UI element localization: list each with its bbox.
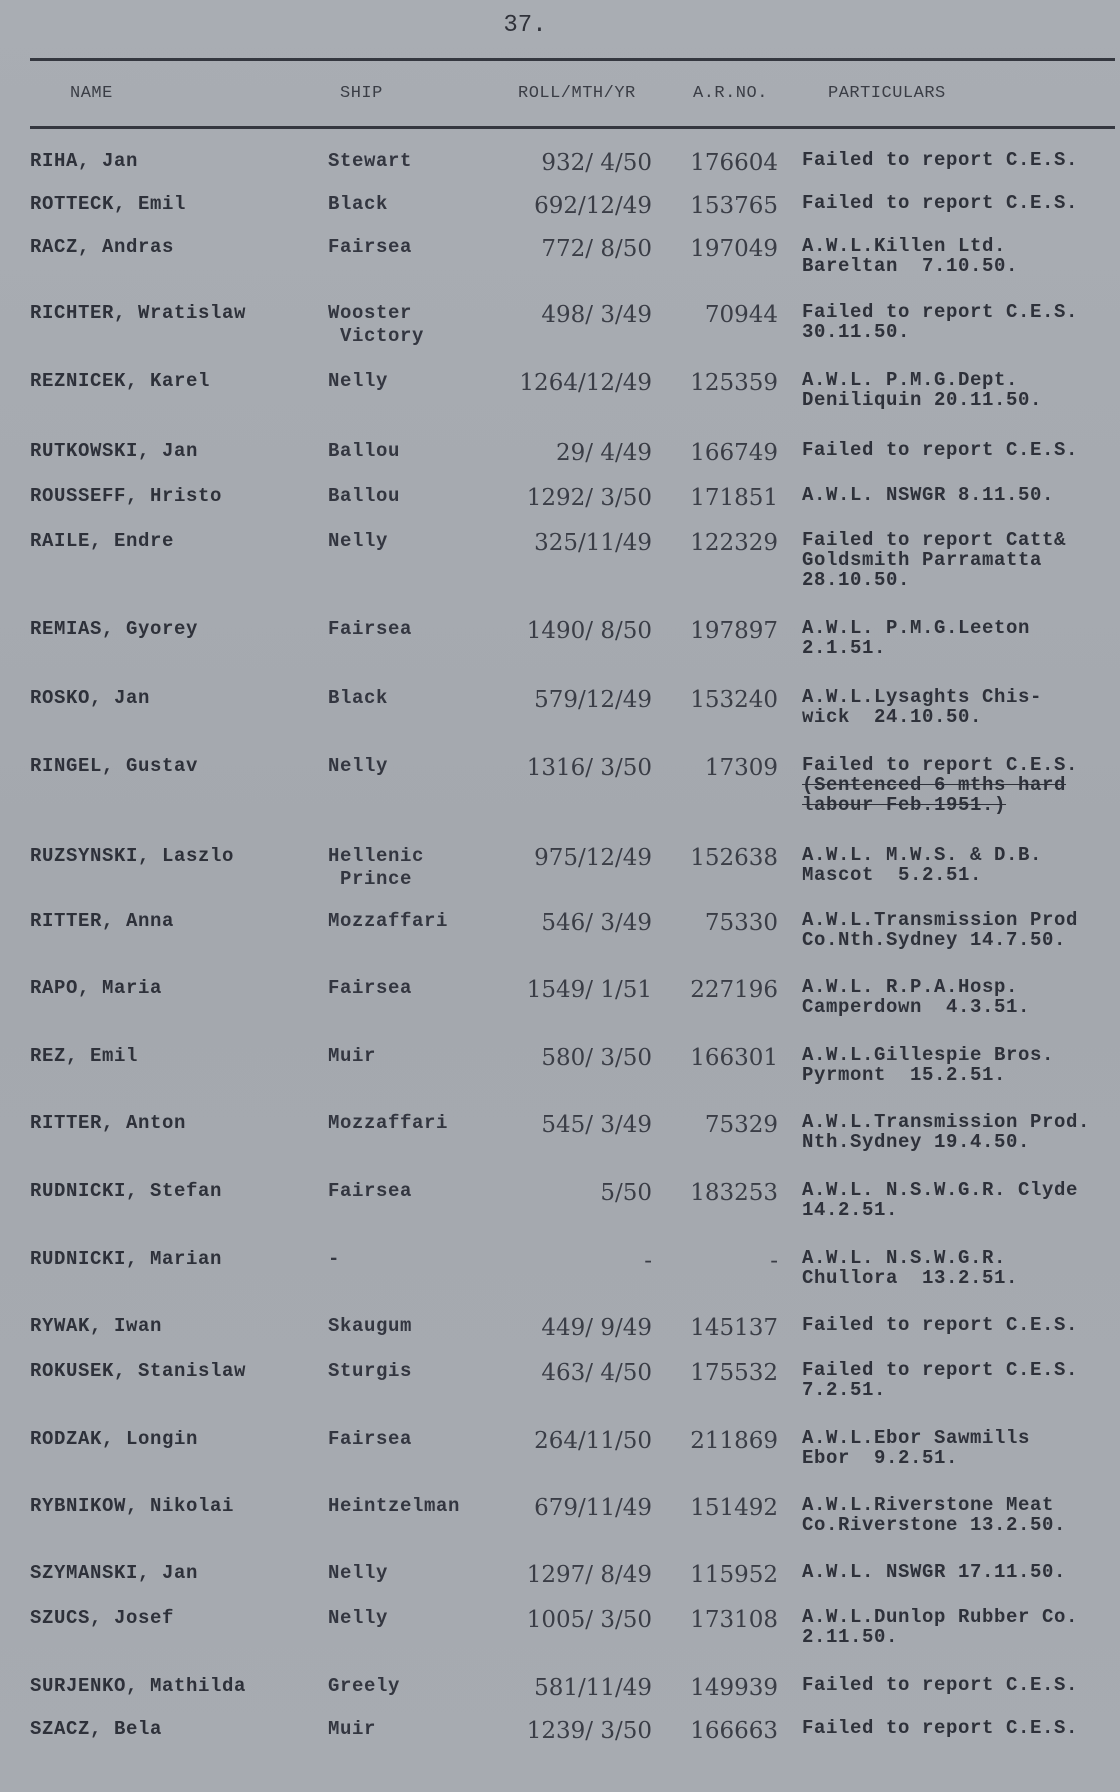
row-particulars: Failed to report C.E.S. 30.11.50. (802, 301, 1079, 343)
row-name: ROTTECK, Emil (30, 193, 187, 215)
row-ship: - (328, 1248, 341, 1270)
row-particulars: A.W.L. R.P.A.Hosp. Camperdown 4.3.51. (802, 976, 1031, 1018)
row-ship: Black (328, 193, 389, 215)
row-ship: Sturgis (328, 1360, 413, 1382)
row-ship: Hellenic Prince (328, 845, 425, 890)
row-ship: Black (328, 687, 389, 709)
row-particulars: A.W.L.Lysaghts Chis- wick 24.10.50. (802, 686, 1043, 728)
row-ar-no: 145137 (690, 1315, 778, 1341)
row-roll: 1292/ 3/50 (526, 485, 652, 511)
row-name: RIHA, Jan (30, 150, 139, 172)
row-ar-no: 176604 (690, 150, 778, 176)
row-roll: 692/12/49 (534, 193, 652, 219)
row-ar-no: 152638 (690, 845, 778, 871)
row-particulars: A.W.L. M.W.S. & D.B. Mascot 5.2.51. (802, 844, 1043, 886)
row-particulars: A.W.L. NSWGR 8.11.50. (802, 484, 1055, 506)
row-ar-no: 166301 (690, 1045, 778, 1071)
row-name: RITTER, Anton (30, 1112, 187, 1134)
row-ar-no: 211869 (690, 1428, 778, 1454)
row-ar-no: 183253 (690, 1180, 778, 1206)
row-ship: Skaugum (328, 1315, 413, 1337)
row-ar-no: 75330 (704, 910, 778, 936)
row-ship: Greely (328, 1675, 401, 1697)
row-roll: 449/ 9/49 (541, 1315, 652, 1341)
row-particulars: A.W.L.Dunlop Rubber Co. 2.11.50. (802, 1606, 1079, 1648)
row-name: RUDNICKI, Marian (30, 1248, 223, 1270)
row-ship: Fairsea (328, 1428, 413, 1450)
row-ar-no: 17309 (704, 755, 778, 781)
row-ar-no: 70944 (704, 302, 778, 328)
row-roll: 1297/ 8/49 (526, 1562, 652, 1588)
row-ship: Heintzelman (328, 1495, 461, 1517)
row-particulars: Failed to report C.E.S. (Sentenced 6 mths hard labour Feb.1951.) (802, 754, 1079, 816)
row-particulars: A.W.L.Gillespie Bros. Pyrmont 15.2.51. (802, 1044, 1055, 1086)
row-ar-no: - (770, 1248, 778, 1274)
row-name: RUTKOWSKI, Jan (30, 440, 199, 462)
row-particulars: Failed to report C.E.S. (802, 1314, 1079, 1336)
row-roll: 545/ 3/49 (541, 1112, 652, 1138)
row-name: SZYMANSKI, Jan (30, 1562, 199, 1584)
row-name: RINGEL, Gustav (30, 755, 199, 777)
row-particulars: A.W.L. N.S.W.G.R. Chullora 13.2.51. (802, 1247, 1019, 1289)
row-name: RUDNICKI, Stefan (30, 1180, 223, 1202)
row-roll: 1264/12/49 (519, 370, 652, 396)
row-ship: Fairsea (328, 236, 413, 258)
row-ar-no: 227196 (690, 977, 778, 1003)
row-ar-no: 153240 (690, 687, 778, 713)
row-roll: 579/12/49 (534, 687, 652, 713)
row-name: ROSKO, Jan (30, 687, 151, 709)
row-ship: Stewart (328, 150, 413, 172)
header-name: NAME (70, 84, 113, 103)
row-particulars: Failed to report C.E.S. (802, 1674, 1079, 1696)
row-roll: - (644, 1248, 652, 1274)
row-name: ROKUSEK, Stanislaw (30, 1360, 247, 1382)
row-roll: 264/11/50 (534, 1428, 652, 1454)
row-name: REMIAS, Gyorey (30, 618, 199, 640)
row-name: REZ, Emil (30, 1045, 139, 1067)
page-number: 37. (503, 12, 547, 39)
row-particulars: A.W.L.Transmission Prod Co.Nth.Sydney 14.7.50. (802, 909, 1079, 951)
row-particulars: A.W.L. N.S.W.G.R. Clyde 14.2.51. (802, 1179, 1079, 1221)
row-particulars: A.W.L. P.M.G.Dept. Deniliquin 20.11.50. (802, 369, 1043, 411)
row-particulars: A.W.L.Killen Ltd. Bareltan 7.10.50. (802, 235, 1019, 277)
row-name: ROUSSEFF, Hristo (30, 485, 223, 507)
row-ship: Muir (328, 1718, 377, 1740)
row-roll: 772/ 8/50 (541, 236, 652, 262)
row-roll: 580/ 3/50 (541, 1045, 652, 1071)
row-roll: 546/ 3/49 (541, 910, 652, 936)
row-name: RAILE, Endre (30, 530, 175, 552)
row-ship: Ballou (328, 485, 401, 507)
row-ship: Ballou (328, 440, 401, 462)
row-roll: 581/11/49 (534, 1675, 652, 1701)
row-particulars: A.W.L. NSWGR 17.11.50. (802, 1561, 1067, 1583)
row-particulars: Failed to report C.E.S. (802, 439, 1079, 461)
row-ar-no: 197049 (690, 236, 778, 262)
row-name: RICHTER, Wratislaw (30, 302, 247, 324)
row-ar-no: 151492 (690, 1495, 778, 1521)
row-particulars: Failed to report C.E.S. (802, 1717, 1079, 1739)
row-ship: Fairsea (328, 1180, 413, 1202)
row-ar-no: 173108 (690, 1607, 778, 1633)
row-roll: 1005/ 3/50 (526, 1607, 652, 1633)
row-name: SZACZ, Bela (30, 1718, 163, 1740)
row-roll: 1549/ 1/51 (526, 977, 652, 1003)
row-roll: 975/12/49 (534, 845, 652, 871)
row-name: RUZSYNSKI, Laszlo (30, 845, 235, 867)
row-ar-no: 125359 (690, 370, 778, 396)
row-ship: Nelly (328, 755, 389, 777)
row-name: REZNICEK, Karel (30, 370, 211, 392)
row-roll: 29/ 4/49 (556, 440, 652, 466)
row-particulars: A.W.L.Riverstone Meat Co.Riverstone 13.2.50. (802, 1494, 1067, 1536)
header-roll: ROLL/MTH/YR (518, 84, 636, 103)
row-name: SZUCS, Josef (30, 1607, 175, 1629)
header-ship: SHIP (340, 84, 383, 103)
row-particulars: A.W.L. P.M.G.Leeton 2.1.51. (802, 617, 1031, 659)
row-ship: Nelly (328, 1607, 389, 1629)
row-roll: 5/50 (600, 1180, 652, 1206)
row-ship: Fairsea (328, 618, 413, 640)
row-roll: 463/ 4/50 (541, 1360, 652, 1386)
row-name: RYBNIKOW, Nikolai (30, 1495, 235, 1517)
row-ship: Wooster Victory (328, 302, 425, 347)
row-particulars: Failed to report C.E.S. (802, 149, 1079, 171)
row-ar-no: 166749 (690, 440, 778, 466)
row-ar-no: 75329 (704, 1112, 778, 1138)
row-roll: 932/ 4/50 (541, 150, 652, 176)
row-ar-no: 115952 (690, 1562, 778, 1588)
row-name: RYWAK, Iwan (30, 1315, 163, 1337)
row-name: RITTER, Anna (30, 910, 175, 932)
row-name: SURJENKO, Mathilda (30, 1675, 247, 1697)
row-roll: 679/11/49 (534, 1495, 652, 1521)
header-ar-no: A.R.NO. (693, 84, 768, 103)
row-ar-no: 153765 (690, 193, 778, 219)
row-roll: 1239/ 3/50 (526, 1718, 652, 1744)
row-particulars: Failed to report C.E.S. 7.2.51. (802, 1359, 1079, 1401)
row-roll: 498/ 3/49 (541, 302, 652, 328)
row-ar-no: 122329 (690, 530, 778, 556)
row-particulars: A.W.L.Ebor Sawmills Ebor 9.2.51. (802, 1427, 1031, 1469)
row-ar-no: 171851 (690, 485, 778, 511)
struck-note: (Sentenced 6 mths hard labour Feb.1951.) (802, 774, 1067, 816)
row-particulars: A.W.L.Transmission Prod. Nth.Sydney 19.4.50. (802, 1111, 1091, 1153)
row-ar-no: 149939 (690, 1675, 778, 1701)
row-ship: Fairsea (328, 977, 413, 999)
row-ar-no: 166663 (690, 1718, 778, 1744)
row-ship: Nelly (328, 370, 389, 392)
row-particulars: Failed to report C.E.S. (802, 192, 1079, 214)
row-ship: Nelly (328, 1562, 389, 1584)
row-ship: Mozzaffari (328, 1112, 449, 1134)
row-ar-no: 197897 (690, 618, 778, 644)
row-name: RODZAK, Longin (30, 1428, 199, 1450)
row-ship: Muir (328, 1045, 377, 1067)
row-roll: 325/11/49 (534, 530, 652, 556)
row-ship: Nelly (328, 530, 389, 552)
row-ar-no: 175532 (690, 1360, 778, 1386)
row-name: RACZ, Andras (30, 236, 175, 258)
row-roll: 1316/ 3/50 (526, 755, 652, 781)
header-particulars: PARTICULARS (828, 84, 946, 103)
row-ship: Mozzaffari (328, 910, 449, 932)
row-roll: 1490/ 8/50 (526, 618, 652, 644)
row-particulars: Failed to report Catt& Goldsmith Parramatta 28.10.50. (802, 529, 1067, 591)
row-name: RAPO, Maria (30, 977, 163, 999)
